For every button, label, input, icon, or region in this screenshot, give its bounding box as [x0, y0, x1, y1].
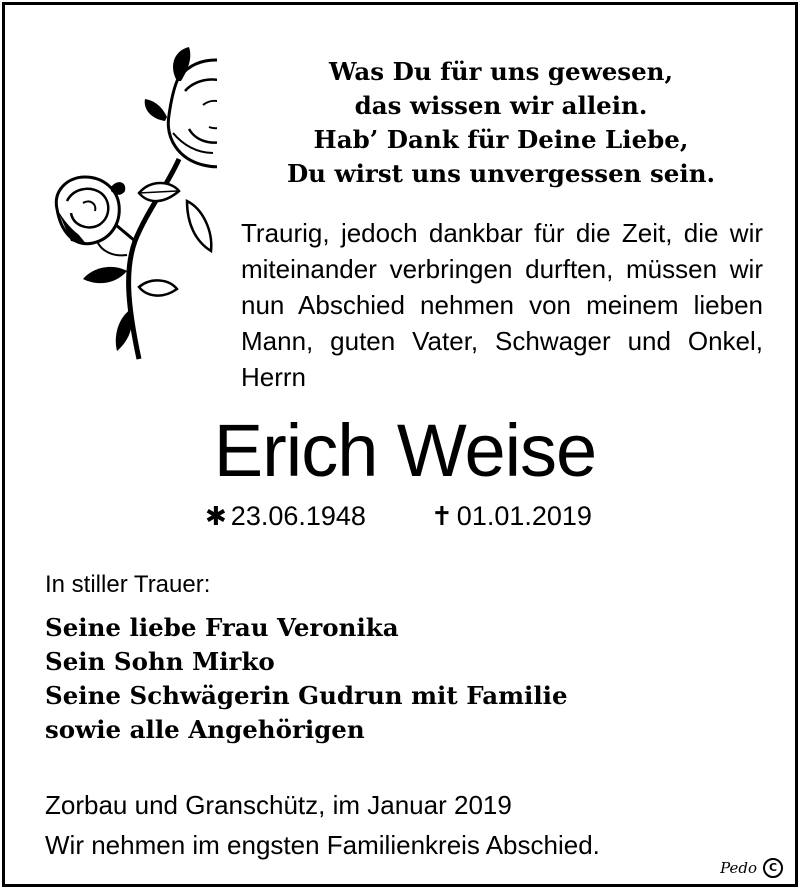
birth-date-value: 23.06.1948	[230, 501, 366, 531]
death-date	[431, 501, 592, 532]
intro-line: miteinander verbringen durften, müssen wir	[241, 254, 763, 284]
place-and-date: Zorbau und Granschütz, im Januar 2019	[45, 790, 512, 820]
mourner: Seine Schwägerin Gudrun mit Familie	[45, 681, 568, 710]
death-cross-icon: ✝	[431, 501, 453, 531]
birth-star-icon: ✱	[205, 501, 227, 531]
poem-line: das wissen wir allein.	[354, 91, 648, 120]
copyright-icon: C	[763, 858, 783, 878]
mourner: sowie alle Angehörigen	[45, 715, 365, 744]
birth-date	[205, 501, 366, 532]
mourning-heading: In stiller Trauer:	[45, 571, 211, 598]
mourners-list	[45, 611, 568, 747]
designer-signature	[720, 858, 783, 878]
signature-text: Pedo	[720, 859, 757, 877]
rose-icon	[27, 41, 217, 371]
intro-line: Traurig, jedoch dankbar für die Zeit, die wir	[241, 218, 763, 248]
death-date-value: 01.01.2019	[456, 501, 592, 531]
obituary-notice	[2, 2, 798, 887]
mourner: Sein Sohn Mirko	[45, 647, 275, 676]
poem-line: Hab’ Dank für Deine Liebe,	[313, 125, 689, 154]
intro-text	[241, 215, 763, 395]
deceased-name: Erich Weise	[213, 409, 597, 492]
intro-line: Mann, guten Vater, Schwager und Onkel,	[241, 326, 763, 356]
intro-line: nun Abschied nehmen von meinem lieben	[241, 290, 763, 320]
poem-line: Was Du für uns gewesen,	[328, 57, 674, 86]
memorial-poem	[241, 55, 761, 191]
poem-line: Du wirst uns unvergessen sein.	[286, 159, 716, 188]
farewell-note: Wir nehmen im engsten Familienkreis Abschied.	[45, 830, 600, 860]
intro-line: Herrn	[241, 362, 307, 392]
mourner: Seine liebe Frau Veronika	[45, 613, 399, 642]
life-dates	[5, 501, 800, 541]
